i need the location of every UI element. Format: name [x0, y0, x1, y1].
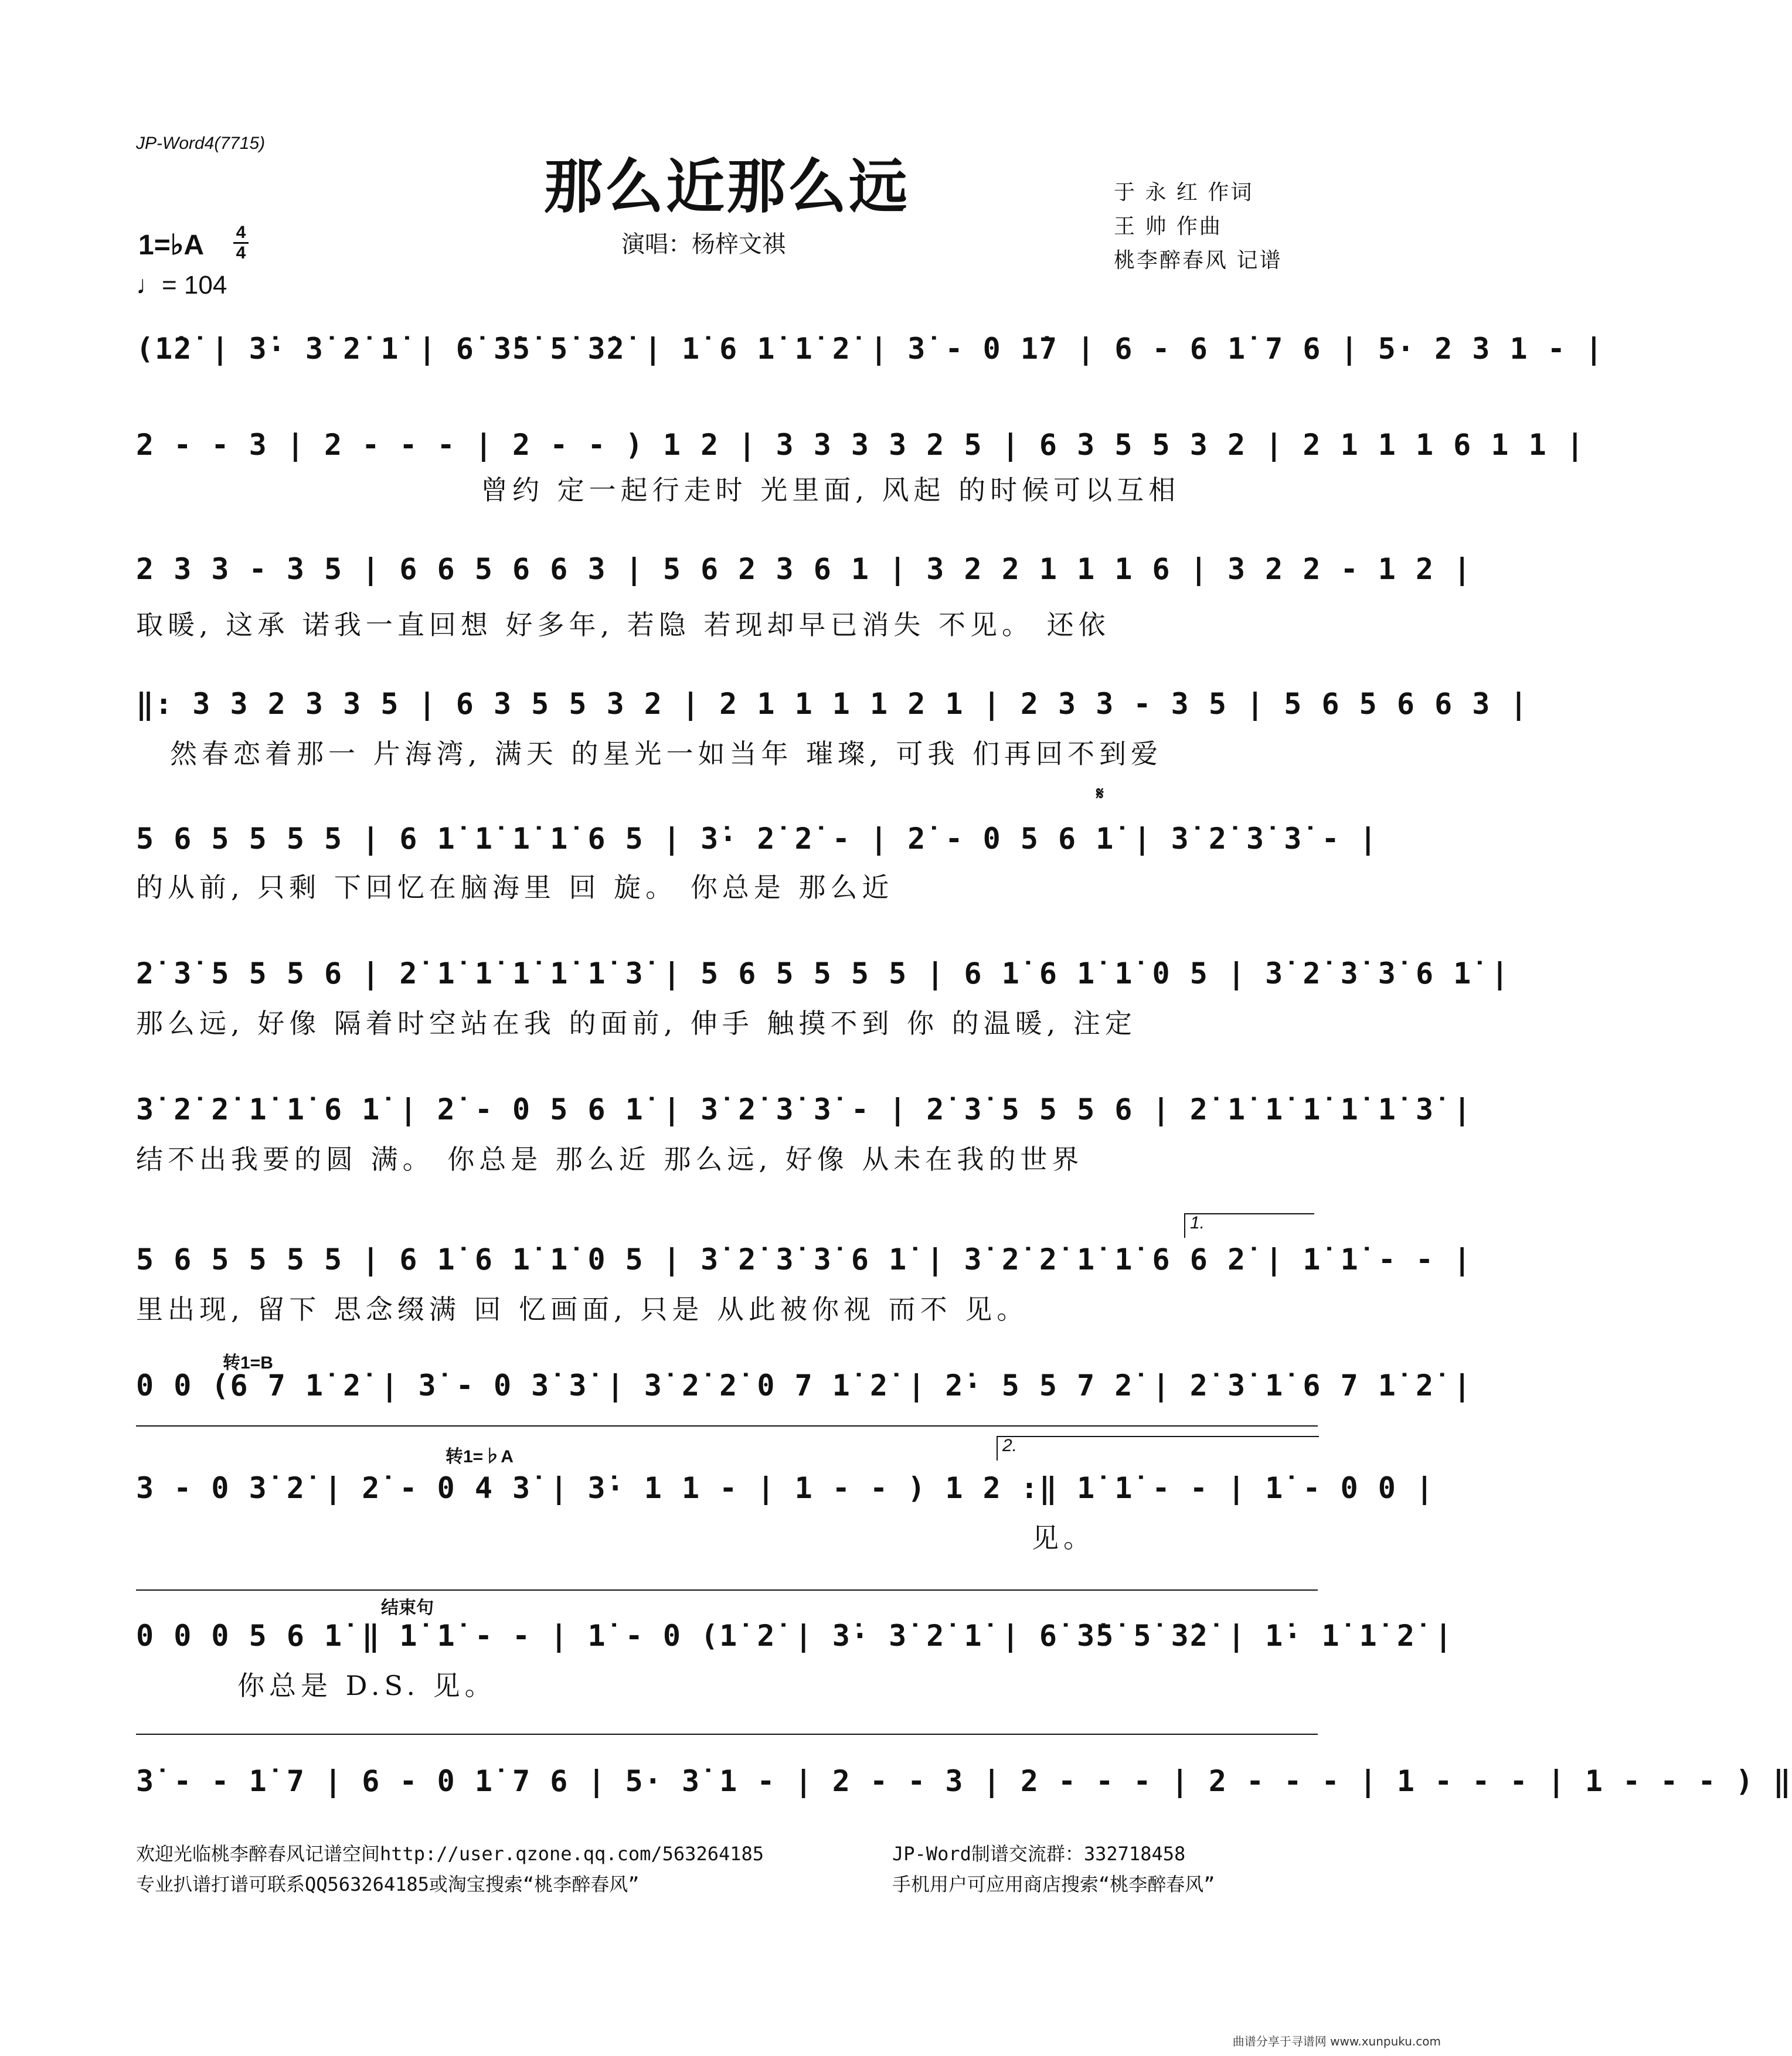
- system-2-lyrics: 曾约 定一起行走时 光里面, 风起 的时候可以互相: [481, 474, 1181, 506]
- lyricist-credit: 于 永 红 作词: [1114, 181, 1254, 205]
- system-9-rule: [136, 1425, 1318, 1427]
- system-10-notes: 3 - 0 3̇ 2̇ | 2̇ - 0 4 3̇ | 3̇· 1 1 - | 1 - - ) 1 2 :‖ 1̇ 1̇ - - | 1̇ - 0 0 |: [136, 1471, 1435, 1505]
- system-4-lyrics: 然春恋着那一 片海湾, 满天 的星光一如当年 璀璨, 可我 们再回不到爱: [170, 738, 1162, 770]
- system-6-notes: 2̇ 3̇ 5 5 5 6 | 2̇ 1̇ 1̇ 1̇ 1̇ 1̇ 3̇ | 5 6 5 5 5 5 | 6 1̇ 6 1̇ 1̇ 0 5 | 3̇ 2̇ 3̇ 3̇ 6 1̇ |: [136, 956, 1510, 990]
- system-12-notes: 3̇ - - 1̇ 7 | 6 - 0 1̇ 7 6 | 5· 3̇ 1 - | 2 - - 3 | 2 - - - | 2 - - - | 1 - - - | 1 - - - ) ‖: [136, 1764, 1792, 1798]
- site-watermark: 曲谱分享于寻谱网 www.xunpuku.com: [1232, 2034, 1441, 2048]
- system-9-notes: 0 0 (6 7 1̇ 2̇ | 3̇ - 0 3̇ 3̇ | 3̇ 2̇ 2̇ 0 7 1̇ 2̇ | 2̇· 5 5 7 2̇ | 2̇ 3̇ 1̇ 6 7 1̇ 2̇ |: [136, 1369, 1473, 1403]
- system-3-notes: 2 3 3 - 3 5 | 6 6 5 6 6 3 | 5 6 2 3 6 1 | 3 2 2 1 1 1 6 | 3 2 2 - 1 2 |: [136, 552, 1473, 586]
- footer-group: JP-Word制谱交流群：332718458: [892, 1843, 1186, 1865]
- footer-contact: 专业扒谱打谱可联系QQ563264185或淘宝搜索“桃李醉春风”: [136, 1873, 640, 1895]
- system-3-lyrics: 取暖, 这承 诺我一直回想 好多年, 若隐 若现却早已消失 不见。 还依: [136, 609, 1110, 641]
- tempo-value: = 104: [162, 271, 227, 299]
- composer-credit: 王 帅 作曲: [1114, 215, 1222, 239]
- system-8-notes: 5 6 5 5 5 5 | 6 1̇ 6 1̇ 1̇ 0 5 | 3̇ 2̇ 3̇ 3̇ 6 1̇ | 3̇ 2̇ 2̇ 1̇ 1̇ 6 6 2̇ | 1̇ 1̇ - - |: [136, 1243, 1473, 1277]
- system-6-lyrics: 那么远, 好像 隔着时空站在我 的面前, 伸手 触摸不到 你 的温暖, 注定: [136, 1007, 1137, 1039]
- system-5-lyrics: 的从前, 只剩 下回忆在脑海里 回 旋。 你总是 那么近: [136, 872, 894, 903]
- time-signature-top: 4: [236, 223, 246, 242]
- singer-credit: 演唱：杨梓文祺: [621, 231, 786, 258]
- quarter-note-icon: ♩: [136, 271, 162, 299]
- modulation-b: 转1=B: [223, 1353, 273, 1373]
- system-11-notes: 0 0 0 5 6 1̇ ‖ 1̇ 1̇ - - | 1̇ - 0 (1̇ 2̇ | 3̇· 3̇ 2̇ 1̇ | 6̇ 3̇5̇ 5̇ 3̇2̇ | 1̇· 1̇ 1̇ 2̇ |: [136, 1619, 1454, 1653]
- coda-label: 结束句: [381, 1598, 434, 1618]
- tempo-marking: [136, 271, 227, 300]
- system-8-lyrics: 里出现, 留下 思念缀满 回 忆画面, 只是 从此被你视 而不 见。: [136, 1293, 1029, 1325]
- system-2-notes: 2 - - 3 | 2 - - - | 2 - - ) 1 2 | 3 3 3 3 2 5 | 6 3 5 5 3 2 | 2 1 1 1 6 1 1 |: [136, 428, 1585, 462]
- system-12-rule: [136, 1734, 1318, 1735]
- footer-website: 欢迎光临桃李醉春风记谱空间http://user.qzone.qq.com/563264185: [136, 1843, 764, 1865]
- time-signature: [233, 224, 249, 262]
- system-11-lyrics: 你总是 D.S. 见。: [237, 1670, 497, 1701]
- system-1-notes: (1̇2̇ | 3̇· 3̇ 2̇ 1̇ | 6̇ 3̇5̇ 5̇ 3̇2̇ | 1̇ 6 1̇ 1̇ 2̇ | 3̇ - 0 1̇7 | 6 - 6 1̇ 7 6 | 5· 2 3 1 - |: [136, 332, 1604, 366]
- volta-2-bracket: [997, 1436, 1319, 1461]
- system-7-lyrics: 结不出我要的圆 满。 你总是 那么近 那么远, 好像 从未在我的世界: [136, 1143, 1084, 1175]
- time-signature-bottom: 4: [236, 243, 246, 263]
- software-label: JP-Word4(7715): [136, 134, 266, 153]
- system-5-notes: 5 6 5 5 5 5 | 6 1̇ 1̇ 1̇ 1̇ 6 5 | 3̇· 2̇ 2̇ - | 2̇ - 0 5 6 1̇ | 3̇ 2̇ 3̇ 3̇ - |: [136, 822, 1378, 856]
- song-title: 那么近那么远: [544, 152, 910, 221]
- key-signature: 1=♭A: [138, 230, 205, 261]
- system-11-rule: [136, 1589, 1318, 1591]
- system-10-lyrics: 见。: [1032, 1522, 1095, 1554]
- segno-sign: 𝄋: [1096, 784, 1104, 804]
- volta-1-bracket: [1184, 1213, 1314, 1238]
- modulation-ab: 转1=♭A: [446, 1447, 514, 1466]
- system-7-notes: 3̇ 2̇ 2̇ 1̇ 1̇ 6 1̇ | 2̇ - 0 5 6 1̇ | 3̇ 2̇ 3̇ 3̇ - | 2̇ 3̇ 5 5 5 6 | 2̇ 1̇ 1̇ 1̇ 1̇ 1̇ 3̇ |: [136, 1092, 1473, 1126]
- system-4-notes: ‖: 3 3 2 3 3 5 | 6 3 5 5 3 2 | 2 1 1 1 1 2 1 | 2 3 3 - 3 5 | 5 6 5 6 6 3 |: [136, 687, 1529, 721]
- transcriber-credit: 桃李醉春风 记谱: [1114, 249, 1283, 273]
- footer-app: 手机用户可应用商店搜索“桃李醉春风”: [892, 1873, 1215, 1895]
- volta-1-label: 1.: [1190, 1213, 1205, 1233]
- volta-2-label: 2.: [1002, 1436, 1018, 1455]
